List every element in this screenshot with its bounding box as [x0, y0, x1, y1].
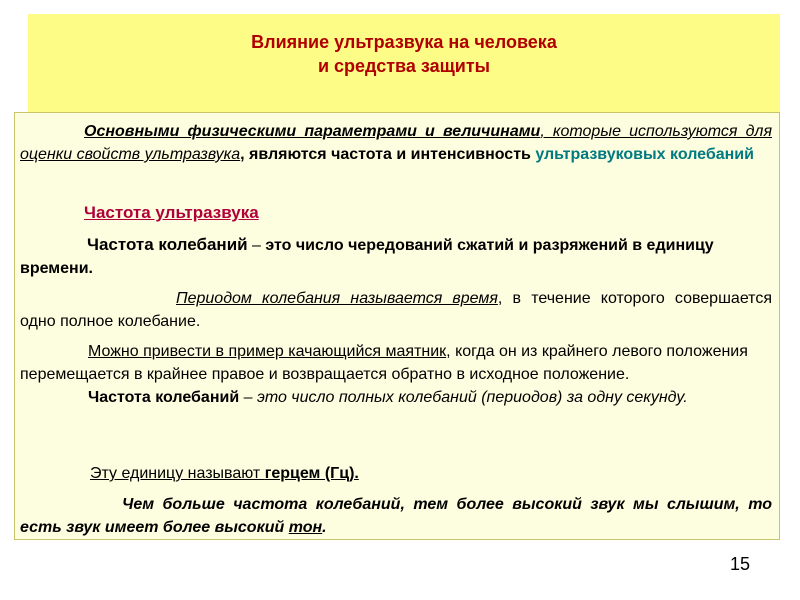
hertz-intro: Эту единицу называют: [90, 465, 265, 482]
paragraph-hertz: [20, 462, 772, 485]
slide-title-line-1: Влияние ультразвука на человека: [251, 32, 557, 52]
tone-period: .: [322, 519, 327, 536]
parameters-phrase: Основными физическими параметрами и величинами: [84, 123, 541, 140]
paragraph-frequency-definition: [20, 233, 772, 280]
paragraph-period: [20, 287, 772, 333]
hertz-term: герцем (Гц).: [264, 465, 359, 482]
section-heading-text: Частота ультразвука: [84, 203, 259, 222]
ultrasonic-oscillations-phrase: ультразвуковых колебаний: [535, 146, 754, 163]
frequency-definition: это число чередований сжатий и разряжений в единицу времени.: [20, 237, 714, 277]
frequency-term-2: Частота колебаний: [88, 389, 240, 406]
tone-term: тон: [288, 519, 323, 536]
paragraph-pendulum: [20, 340, 760, 409]
frequency-per-second: – это число полных колебаний (периодов) за одну секунду.: [239, 389, 688, 406]
frequency-intensity-phrase: , являются частота и интенсивность: [240, 146, 536, 163]
ultrasound-evaluation-phrase: , которые используются для оценки свойств ультразвука: [20, 123, 773, 163]
period-term: Периодом колебания называется время: [176, 290, 498, 307]
pendulum-example: Можно привести в пример качающийся маятник: [88, 343, 447, 360]
period-definition: , в течение которого совершается одно полное колебание.: [20, 290, 772, 330]
slide-title: [28, 30, 780, 78]
slide-title-line-2: и средства защиты: [317, 56, 491, 76]
section-heading: [84, 201, 484, 224]
pendulum-description: , когда он из крайнего левого положения перемещается в крайнее правое и возвращается обратно в исходное положение.: [20, 343, 748, 383]
paragraph-parameters: [20, 120, 772, 166]
page-number: 15: [729, 554, 751, 574]
paragraph-tone: [20, 493, 772, 539]
dash: –: [247, 237, 266, 254]
frequency-term: Частота колебаний: [87, 235, 248, 254]
tone-sentence: Чем больше частота колебаний, тем более высокий звук мы слышим, то есть звук имеет более высокий: [20, 496, 772, 536]
